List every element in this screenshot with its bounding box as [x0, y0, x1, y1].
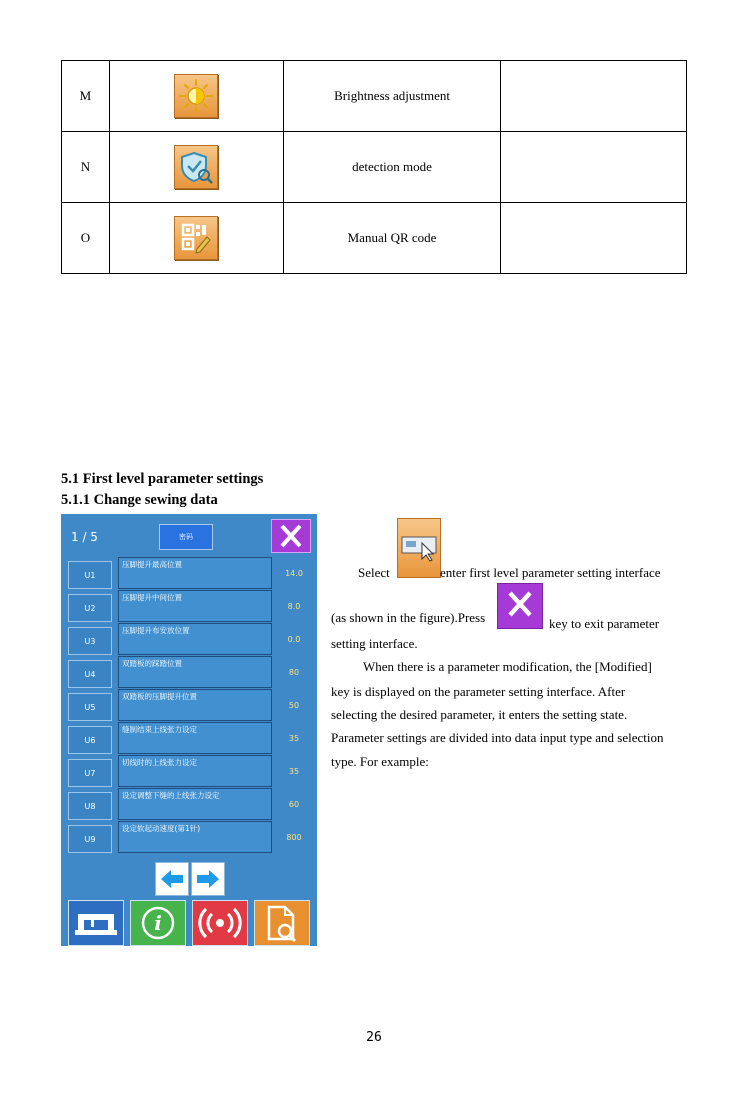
parameter-name: 双踏板的压脚提升位置 [122, 692, 197, 701]
parameter-name: 缝制结束上线张力设定 [122, 725, 197, 734]
parameter-code-button[interactable]: U8 [68, 792, 112, 820]
description-line: type. For example: [331, 754, 429, 769]
description-line: When there is a parameter modification, the [Modified] [363, 659, 652, 674]
parameter-code-button[interactable]: U6 [68, 726, 112, 754]
page-indicator: 1 / 5 [71, 530, 98, 544]
document-search-icon [255, 901, 309, 945]
parameter-value: 60 [288, 800, 300, 809]
sewing-mode-button[interactable] [68, 900, 124, 946]
password-button[interactable]: 密码 [159, 524, 213, 550]
sewing-machine-icon [69, 901, 123, 945]
parameter-code-button[interactable]: U9 [68, 825, 112, 853]
parameter-name: 切线时的上线张力设定 [122, 758, 197, 767]
parameter-row[interactable] [61, 623, 317, 656]
wireless-icon [193, 901, 247, 945]
description-line: key to exit parameter [549, 616, 660, 631]
row-description: Manual QR code [284, 203, 501, 274]
row-note [501, 61, 687, 132]
row-description: Brightness adjustment [284, 61, 501, 132]
subsection-heading: 5.1.1 Change sewing data [61, 492, 218, 508]
parameter-name-box[interactable] [118, 755, 272, 787]
parameter-value: 8.0 [287, 602, 301, 611]
parameter-value: 800 [286, 833, 302, 842]
close-icon [272, 520, 310, 552]
row-note [501, 132, 687, 203]
previous-page-button[interactable] [155, 862, 189, 896]
description-line: key is displayed on the parameter setting interface. After [331, 684, 626, 699]
parameter-name: 双踏板的踩踏位置 [122, 659, 182, 668]
row-code: N [62, 132, 110, 203]
communication-button[interactable] [192, 900, 248, 946]
arrow-left-icon [156, 863, 188, 895]
parameter-settings-screen [61, 514, 317, 946]
next-page-button[interactable] [191, 862, 225, 896]
brightness-icon [174, 74, 218, 118]
parameter-value: 0.0 [287, 635, 301, 644]
close-key-icon [497, 583, 543, 629]
function-icon-table [61, 60, 687, 274]
description-line: Select [358, 565, 390, 580]
parameter-code-button[interactable]: U5 [68, 693, 112, 721]
close-button[interactable] [271, 519, 311, 553]
parameter-value: 35 [288, 767, 300, 776]
parameter-name: 压脚提升中间位置 [122, 593, 182, 602]
info-button[interactable] [130, 900, 186, 946]
parameter-name-box[interactable] [118, 821, 272, 853]
parameter-value: 14.0 [285, 569, 303, 578]
svg-text:i: i [154, 911, 162, 935]
parameter-code-button[interactable]: U3 [68, 627, 112, 655]
section-heading: 5.1 First level parameter settings [61, 471, 264, 487]
row-code: M [62, 61, 110, 132]
detection-shield-icon [174, 145, 218, 189]
parameter-name-box[interactable] [118, 557, 272, 589]
row-note [501, 203, 687, 274]
table-row [62, 132, 687, 203]
table-row [62, 203, 687, 274]
parameter-row[interactable] [61, 590, 317, 623]
parameter-row[interactable] [61, 557, 317, 590]
parameter-value: 35 [288, 734, 300, 743]
parameter-name: 压脚提升最高位置 [122, 560, 182, 569]
parameter-settings-key-icon [397, 518, 441, 578]
description-line: Parameter settings are divided into data input type and selection [331, 730, 664, 745]
parameter-row[interactable] [61, 755, 317, 788]
parameter-code-button[interactable]: U4 [68, 660, 112, 688]
parameter-name-box[interactable] [118, 788, 272, 820]
parameter-name-box[interactable] [118, 623, 272, 655]
parameter-value: 80 [288, 668, 300, 677]
row-description: detection mode [284, 132, 501, 203]
parameter-name: 压脚提升布安放位置 [122, 626, 190, 635]
table-row [62, 61, 687, 132]
manual-qr-code-icon [174, 216, 218, 260]
parameter-code-button[interactable]: U2 [68, 594, 112, 622]
parameter-value: 50 [288, 701, 300, 710]
parameter-name-box[interactable] [118, 656, 272, 688]
page-number: 26 [366, 1030, 382, 1045]
parameter-name-box[interactable] [118, 722, 272, 754]
description-line: enter first level parameter setting interface [440, 565, 661, 580]
parameter-row[interactable] [61, 689, 317, 722]
parameter-row[interactable] [61, 722, 317, 755]
parameter-name: 设定调整下缝的上线张力设定 [122, 791, 220, 800]
description-line: (as shown in the figure).Press [331, 610, 486, 625]
parameter-name-box[interactable] [118, 590, 272, 622]
description-line: setting interface. [331, 636, 418, 651]
info-icon [131, 901, 185, 945]
parameter-name-box[interactable] [118, 689, 272, 721]
parameter-code-button[interactable]: U7 [68, 759, 112, 787]
file-search-button[interactable] [254, 900, 310, 946]
parameter-row[interactable] [61, 788, 317, 821]
parameter-row[interactable] [61, 656, 317, 689]
row-code: O [62, 203, 110, 274]
description-line: selecting the desired parameter, it enters the setting state. [331, 707, 628, 722]
arrow-right-icon [192, 863, 224, 895]
parameter-code-button[interactable]: U1 [68, 561, 112, 589]
parameter-name: 设定软起动速度(第1针) [122, 824, 201, 833]
parameter-row[interactable] [61, 821, 317, 854]
